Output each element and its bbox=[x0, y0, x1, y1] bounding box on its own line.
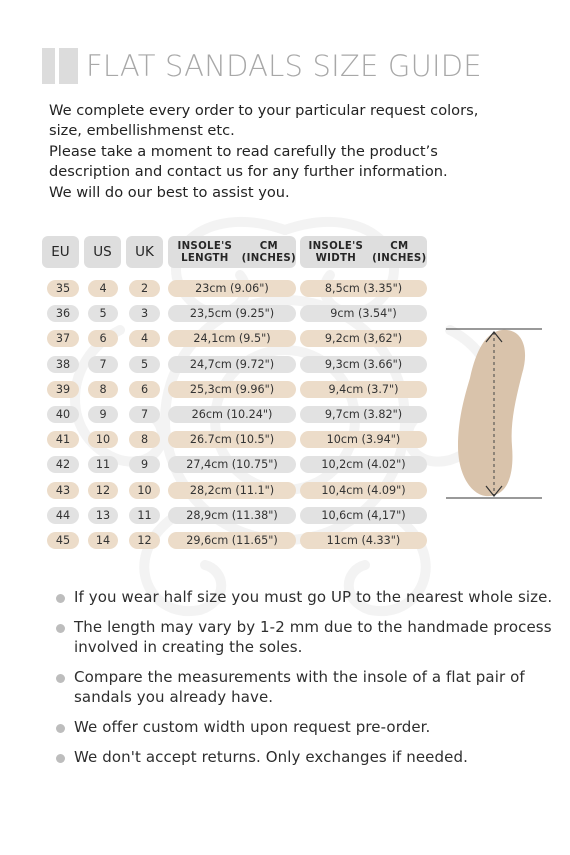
header-eu: EU bbox=[42, 236, 79, 268]
note-item bbox=[56, 588, 552, 608]
cell-width: 10,6cm (4,17") bbox=[300, 507, 427, 524]
cell-us: 6 bbox=[88, 330, 118, 347]
header-width-line2: CM (INCHES) bbox=[372, 240, 427, 264]
cell-uk: 3 bbox=[129, 305, 160, 322]
cell-length: 27,4cm (10.75") bbox=[168, 456, 296, 473]
cell-length: 24,7cm (9.72") bbox=[168, 356, 296, 373]
cell-eu: 37 bbox=[47, 330, 79, 347]
intro-text bbox=[49, 101, 529, 203]
cell-us: 9 bbox=[88, 406, 118, 423]
cell-eu: 43 bbox=[47, 482, 79, 499]
note-line: sandals you already have. bbox=[74, 687, 274, 706]
header-insole-length bbox=[168, 236, 296, 268]
cell-us: 10 bbox=[88, 431, 118, 448]
cell-length: 29,6cm (11.65") bbox=[168, 532, 296, 549]
cell-width: 9,2cm (3,62") bbox=[300, 330, 427, 347]
bullet-dot-icon bbox=[56, 674, 65, 683]
note-item bbox=[56, 618, 552, 657]
cell-uk: 2 bbox=[129, 280, 160, 297]
cell-length: 28,2cm (11.1") bbox=[168, 482, 296, 499]
cell-eu: 45 bbox=[47, 532, 79, 549]
cell-eu: 35 bbox=[47, 280, 79, 297]
note-text bbox=[74, 618, 552, 657]
note-line: The length may vary by 1-2 mm due to the handmade process bbox=[74, 618, 552, 636]
note-text bbox=[74, 718, 430, 738]
header-width-line1: INSOLE'S WIDTH bbox=[308, 240, 364, 264]
cell-length: 26cm (10.24") bbox=[168, 406, 296, 423]
cell-width: 9,7cm (3.82") bbox=[300, 406, 427, 423]
header-length-line1: INSOLE'S LENGTH bbox=[177, 240, 233, 264]
cell-uk: 7 bbox=[129, 406, 160, 423]
cell-length: 23,5cm (9.25") bbox=[168, 305, 296, 322]
insole-measurement-icon bbox=[446, 318, 542, 508]
cell-us: 8 bbox=[88, 381, 118, 398]
note-item bbox=[56, 668, 525, 707]
note-line: We don't accept returns. Only exchanges if needed. bbox=[74, 748, 468, 766]
bullet-dot-icon bbox=[56, 594, 65, 603]
cell-width: 9cm (3.54") bbox=[300, 305, 427, 322]
cell-uk: 10 bbox=[129, 482, 160, 499]
cell-length: 25,3cm (9.96") bbox=[168, 381, 296, 398]
header-insole-width bbox=[300, 236, 427, 268]
cell-eu: 44 bbox=[47, 507, 79, 524]
cell-width: 10,4cm (4.09") bbox=[300, 482, 427, 499]
cell-width: 9,4cm (3.7") bbox=[300, 381, 427, 398]
bullet-dot-icon bbox=[56, 724, 65, 733]
note-text bbox=[74, 748, 468, 768]
vertical-bars-icon bbox=[42, 48, 78, 84]
page-title: FLAT SANDALS SIZE GUIDE bbox=[86, 49, 482, 83]
note-line: If you wear half size you must go UP to the nearest whole size. bbox=[74, 588, 553, 606]
cell-uk: 5 bbox=[129, 356, 160, 373]
title-bar bbox=[42, 48, 482, 84]
cell-length: 23cm (9.06") bbox=[168, 280, 296, 297]
cell-eu: 42 bbox=[47, 456, 79, 473]
cell-width: 8,5cm (3.35") bbox=[300, 280, 427, 297]
insole-shape bbox=[458, 330, 525, 496]
cell-us: 13 bbox=[88, 507, 118, 524]
note-line: Compare the measurements with the insole of a flat pair of bbox=[74, 668, 525, 686]
header-length-line2: CM (INCHES) bbox=[241, 240, 296, 264]
bullet-dot-icon bbox=[56, 624, 65, 633]
cell-eu: 41 bbox=[47, 431, 79, 448]
cell-eu: 36 bbox=[47, 305, 79, 322]
header-uk: UK bbox=[126, 236, 163, 268]
cell-us: 4 bbox=[88, 280, 118, 297]
cell-uk: 6 bbox=[129, 381, 160, 398]
cell-eu: 40 bbox=[47, 406, 79, 423]
intro-line: Please take a moment to read carefully the product’s bbox=[49, 142, 438, 160]
cell-length: 28,9cm (11.38") bbox=[168, 507, 296, 524]
cell-uk: 8 bbox=[129, 431, 160, 448]
note-text bbox=[74, 588, 552, 608]
cell-us: 7 bbox=[88, 356, 118, 373]
cell-us: 14 bbox=[88, 532, 118, 549]
note-item bbox=[56, 718, 430, 738]
cell-width: 11cm (4.33") bbox=[300, 532, 427, 549]
cell-width: 9,3cm (3.66") bbox=[300, 356, 427, 373]
cell-eu: 39 bbox=[47, 381, 79, 398]
intro-line: We complete every order to your particular request colors, bbox=[49, 102, 479, 119]
cell-uk: 9 bbox=[129, 456, 160, 473]
header-us: US bbox=[84, 236, 121, 268]
cell-width: 10,2cm (4.02") bbox=[300, 456, 427, 473]
cell-us: 11 bbox=[88, 456, 118, 473]
cell-width: 10cm (3.94") bbox=[300, 431, 427, 448]
note-line: We offer custom width upon request pre-order. bbox=[74, 718, 431, 736]
cell-length: 26.7cm (10.5") bbox=[168, 431, 296, 448]
note-line: involved in creating the soles. bbox=[74, 637, 303, 656]
cell-length: 24,1cm (9.5") bbox=[168, 330, 296, 347]
cell-eu: 38 bbox=[47, 356, 79, 373]
bullet-dot-icon bbox=[56, 754, 65, 763]
cell-us: 5 bbox=[88, 305, 118, 322]
intro-line: We will do our best to assist you. bbox=[49, 183, 290, 201]
cell-uk: 12 bbox=[129, 532, 160, 549]
note-item bbox=[56, 748, 468, 768]
intro-line: size, embellishmenst etc. bbox=[49, 122, 235, 140]
cell-us: 12 bbox=[88, 482, 118, 499]
cell-uk: 11 bbox=[129, 507, 160, 524]
cell-uk: 4 bbox=[129, 330, 160, 347]
note-text bbox=[74, 668, 525, 707]
intro-line: description and contact us for any further information. bbox=[49, 163, 448, 181]
